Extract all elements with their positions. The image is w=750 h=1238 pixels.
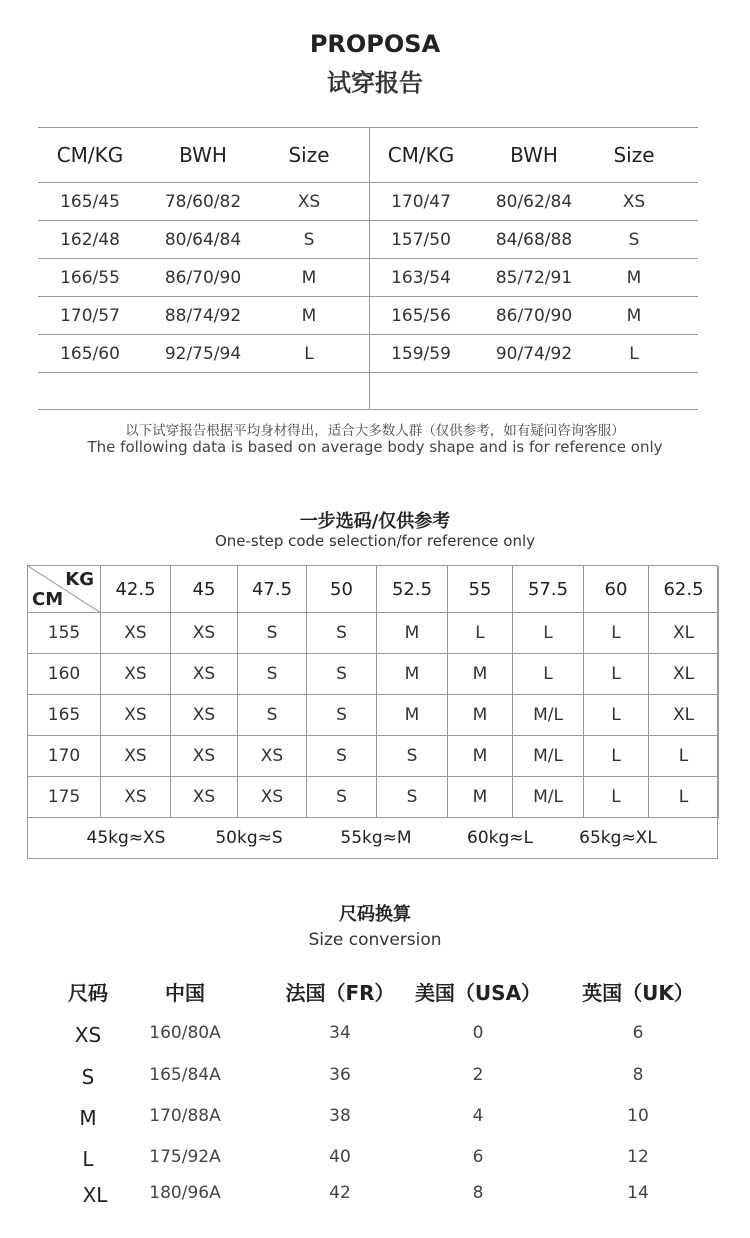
table-cell: 170/57 <box>60 305 120 326</box>
table-cell: 2 <box>472 1065 484 1085</box>
column-header: CM/KG <box>56 143 124 167</box>
size-cell: L <box>649 736 719 777</box>
weight-header: 62.5 <box>649 566 719 613</box>
table-row <box>38 335 698 373</box>
table-cell: 163/54 <box>391 267 451 288</box>
corner-kg: KG <box>65 569 94 590</box>
column-header: Size <box>288 143 330 167</box>
table-cell: 86/70/90 <box>495 305 573 326</box>
table-cell: 40 <box>329 1147 351 1167</box>
footer-mapping: 45kg≈XS <box>86 828 166 848</box>
page-title: 试穿报告 <box>327 69 423 97</box>
size-cell: XS <box>171 654 238 695</box>
size-cell: M/L <box>513 736 584 777</box>
size-cell: XS <box>101 736 171 777</box>
footer-mapping: 50kg≈S <box>215 828 283 848</box>
size-cell: M <box>377 695 448 736</box>
table-cell: 6 <box>472 1147 484 1167</box>
size-cell: XS <box>171 777 238 818</box>
table-cell: XL <box>82 1183 108 1207</box>
table-cell: 159/59 <box>391 343 451 364</box>
weight-header: 47.5 <box>238 566 307 613</box>
size-cell: S <box>377 777 448 818</box>
size-cell: XS <box>101 695 171 736</box>
table-cell: 165/56 <box>391 305 451 326</box>
table-cell: M <box>626 267 642 288</box>
column-header: 中国 <box>165 981 205 1005</box>
header-row <box>38 128 698 183</box>
table-cell: M <box>301 267 317 288</box>
size-cell: L <box>584 654 649 695</box>
table-cell: 162/48 <box>60 229 120 250</box>
size-cell: L <box>513 654 584 695</box>
table-cell: 38 <box>329 1106 351 1126</box>
footer-mapping: 65kg≈XL <box>579 828 657 848</box>
column-header: 尺码 <box>68 981 108 1005</box>
table-cell: 165/45 <box>60 191 120 212</box>
size-cell: M <box>377 654 448 695</box>
size-cell: S <box>307 613 377 654</box>
column-header: Size <box>613 143 655 167</box>
table-cell: S <box>303 229 315 250</box>
height-cell: 170 <box>28 736 101 777</box>
table-cell: 6 <box>632 1023 644 1043</box>
size-cell: L <box>584 736 649 777</box>
table-cell: 36 <box>329 1065 351 1085</box>
height-cell: 155 <box>28 613 101 654</box>
table-cell: 180/96A <box>149 1183 221 1203</box>
size-cell: L <box>584 613 649 654</box>
table-cell: L <box>82 1147 94 1171</box>
size-cell: XL <box>649 654 719 695</box>
size-cell: M/L <box>513 695 584 736</box>
tryon-report-table <box>38 127 698 410</box>
corner-cm: CM <box>32 589 64 610</box>
weight-header: 45 <box>171 566 238 613</box>
size-cell: XL <box>649 695 719 736</box>
table-cell: 14 <box>627 1183 649 1203</box>
height-cell: 175 <box>28 777 101 818</box>
column-header: CM/KG <box>387 143 455 167</box>
table-cell: XS <box>622 191 646 212</box>
size-cell: XS <box>238 736 307 777</box>
table-cell: M <box>79 1106 97 1130</box>
conversion-subtitle: Size conversion <box>308 930 442 950</box>
table-cell: XS <box>74 1023 102 1047</box>
weight-header: 60 <box>584 566 649 613</box>
table-cell: 34 <box>329 1023 351 1043</box>
size-cell: M/L <box>513 777 584 818</box>
size-cell: XS <box>101 654 171 695</box>
note-en: The following data is based on average body shape and is for reference only <box>87 438 663 456</box>
size-cell: M <box>448 654 513 695</box>
size-cell: L <box>513 613 584 654</box>
table-cell: 90/74/92 <box>495 343 573 364</box>
table-cell: 160/80A <box>149 1023 221 1043</box>
table-cell: 85/72/91 <box>495 267 573 288</box>
note-cn: 以下试穿报告根据平均身材得出，适合大多数人群（仅供参考，如有疑问咨询客服） <box>125 423 625 439</box>
table-cell: 170/88A <box>149 1106 221 1126</box>
table-cell: S <box>81 1065 95 1089</box>
weight-header: 57.5 <box>513 566 584 613</box>
size-cell: XL <box>649 613 719 654</box>
selection-title: 一步选码/仅供参考 <box>299 511 451 532</box>
table-cell: 80/62/84 <box>495 191 573 212</box>
table-cell: 165/60 <box>60 343 120 364</box>
size-cell: S <box>377 736 448 777</box>
table-row <box>38 297 698 335</box>
size-cell: S <box>238 654 307 695</box>
table-cell: 80/64/84 <box>164 229 242 250</box>
size-cell: S <box>238 613 307 654</box>
size-cell: M <box>448 777 513 818</box>
size-cell: XS <box>101 613 171 654</box>
table-cell: 175/92A <box>149 1147 221 1167</box>
table-cell: 78/60/82 <box>164 191 242 212</box>
size-cell: XS <box>101 777 171 818</box>
table-cell: 170/47 <box>391 191 451 212</box>
height-cell: 165 <box>28 695 101 736</box>
size-cell: XS <box>171 736 238 777</box>
column-header: 美国（USA） <box>414 981 542 1005</box>
empty-row <box>38 373 698 411</box>
footer-mapping: 55kg≈M <box>340 828 412 848</box>
table-cell: 92/75/94 <box>164 343 242 364</box>
table-cell: 12 <box>627 1147 649 1167</box>
weight-header: 55 <box>448 566 513 613</box>
weight-header: 42.5 <box>101 566 171 613</box>
table-cell: L <box>304 343 314 364</box>
brand-title: PROPOSA <box>309 30 441 58</box>
table-cell: L <box>629 343 639 364</box>
size-cell: L <box>649 777 719 818</box>
column-header: BWH <box>179 143 227 167</box>
size-cell: S <box>307 736 377 777</box>
table-cell: 8 <box>632 1065 644 1085</box>
table-cell: M <box>626 305 642 326</box>
table-cell: 4 <box>472 1106 484 1126</box>
table-cell: 42 <box>329 1183 351 1203</box>
size-cell: L <box>584 777 649 818</box>
height-cell: 160 <box>28 654 101 695</box>
size-cell: XS <box>238 777 307 818</box>
weight-header: 52.5 <box>377 566 448 613</box>
size-cell: L <box>584 695 649 736</box>
table-cell: S <box>628 229 640 250</box>
table-cell: 88/74/92 <box>164 305 242 326</box>
size-cell: S <box>307 777 377 818</box>
table-row <box>38 183 698 221</box>
table-cell: M <box>301 305 317 326</box>
size-cell: M <box>448 695 513 736</box>
column-header: 英国（UK） <box>582 981 694 1005</box>
size-cell: L <box>448 613 513 654</box>
size-cell: XS <box>171 695 238 736</box>
weight-header: 50 <box>307 566 377 613</box>
column-header: 法国（FR） <box>285 981 395 1005</box>
size-cell: S <box>307 654 377 695</box>
corner-cell <box>28 566 101 613</box>
table-cell: 10 <box>627 1106 649 1126</box>
table-cell: 0 <box>472 1023 484 1043</box>
selection-subtitle: One-step code selection/for reference only <box>214 532 536 550</box>
table-cell: 166/55 <box>60 267 120 288</box>
table-cell: 157/50 <box>391 229 451 250</box>
size-cell: M <box>377 613 448 654</box>
footer-mapping: 60kg≈L <box>467 828 533 848</box>
table-cell: 8 <box>472 1183 484 1203</box>
table-cell: 86/70/90 <box>164 267 242 288</box>
size-selection-table <box>27 565 718 859</box>
table-row <box>38 259 698 297</box>
table-cell: 84/68/88 <box>495 229 573 250</box>
conversion-title: 尺码换算 <box>339 904 411 925</box>
size-cell: S <box>307 695 377 736</box>
size-cell: XS <box>171 613 238 654</box>
size-cell: M <box>448 736 513 777</box>
column-header: BWH <box>510 143 558 167</box>
table-cell: XS <box>297 191 321 212</box>
table-cell: 165/84A <box>149 1065 221 1085</box>
size-cell: S <box>238 695 307 736</box>
table-row <box>38 221 698 259</box>
